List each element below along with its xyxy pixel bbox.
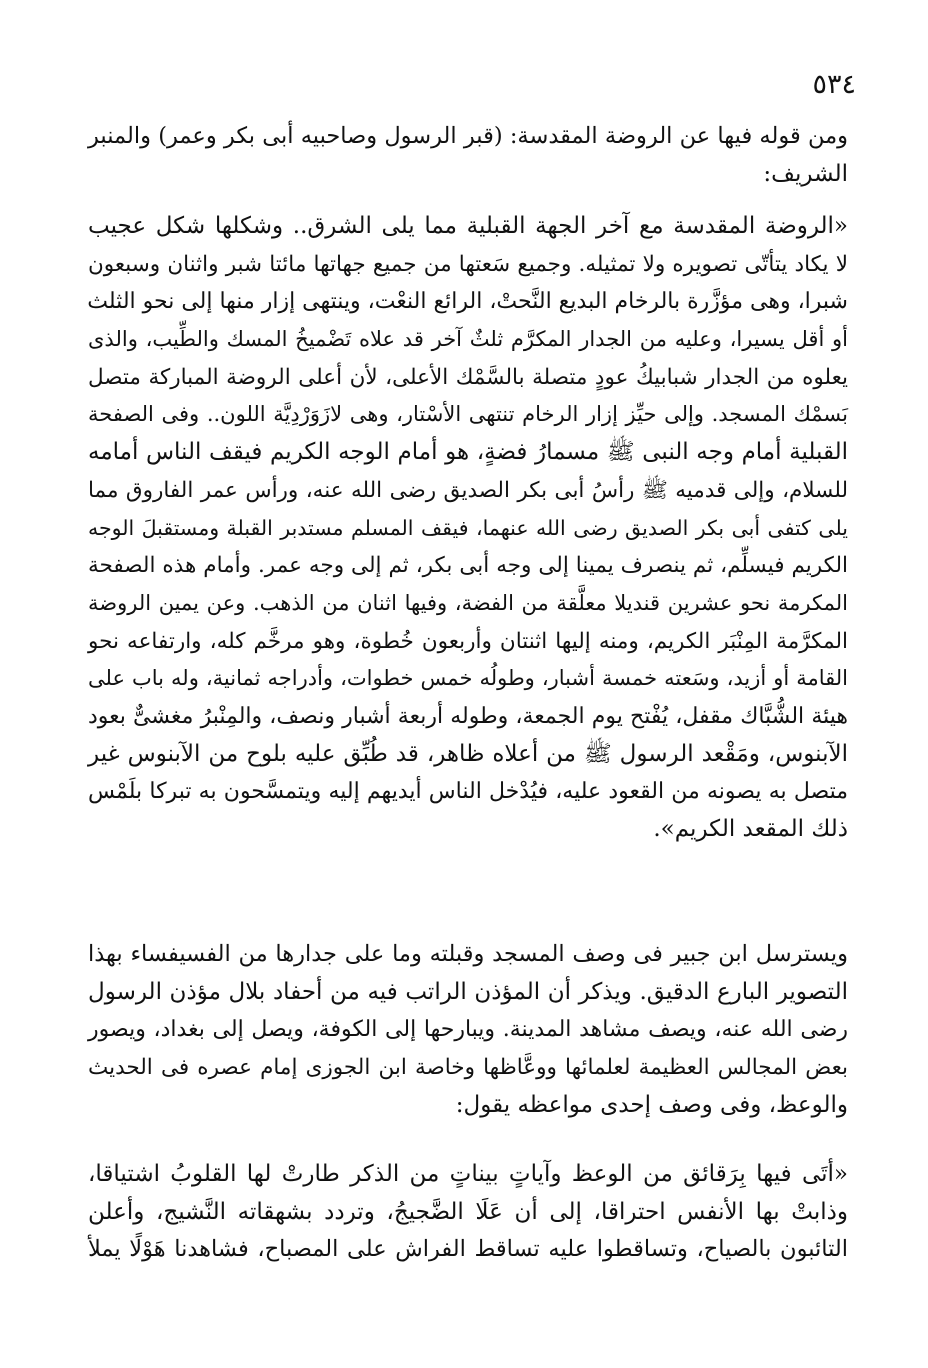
page-number: ٥٣٤ — [812, 69, 856, 100]
quote-rawda-description — [88, 208, 848, 849]
intro-paragraph — [88, 118, 848, 193]
text-line: يعلوه من الجدار شبابيكُ عودٍ متصلة بالسَّمْك الأعلى، لأن أعلى الروضة المباركة متصل — [88, 364, 848, 390]
text-line: القبلية أمام وجه النبى ﷺ مسمارُ فضةٍ، هو أمام الوجه الكريم فيقف الناس أمامه — [88, 439, 848, 466]
text-line: «أتَى فيها بِرَقائق من الوعظ وآياتٍ بيناتٍ من الذكر طارتْ لها القلوبُ اشتياقا، — [88, 1161, 848, 1187]
quote-sermon-description — [88, 1156, 848, 1269]
text-line: لا يكاد يتأتّى تصويره ولا تمثيله. وجميع سَعتها من جميع جهاتها مائتا شبر واثنان وسبعون — [88, 251, 848, 277]
text-line: التائبون بالصياح، وتساقطوا عليه تساقط الفراش على المصباح، فشاهدنا هَوْلًا يملأ — [88, 1236, 848, 1263]
text-line: شبرا، وهى مؤزَّرة بالرخام البديع النَّحتْ، الرائع النعْت، وينتهى إزار منها إلى نحو الثلث — [87, 289, 848, 315]
narrative-paragraph — [88, 936, 848, 1124]
text-line: يلى كتفى أبى بكر الصديق رضى الله عنهما، فيقف المسلم مستدبر القبلة ومستقبلَ الوجه — [88, 515, 848, 540]
text-line: للسلام، وإلى قدميه ﷺ رأسُ أبى بكر الصديق رضى الله عنه، ورأس عمر الفاروق مما — [88, 477, 848, 503]
text-line: ذلك المقعد الكريم». — [653, 816, 848, 842]
text-line: «الروضة المقدسة مع آخر الجهة القبلية مما يلى الشرق.. وشكلها شكل عجيب — [88, 213, 848, 239]
text-line: القامة أو أزيد، وسَعته خمسة أشبار، وطولُه خمس خطوات، وأدراجه ثمانية، وله باب على — [88, 666, 848, 691]
text-line: ويسترسل ابن جبير فى وصف المسجد وقبلته وما على جدارها من الفسيفساء بهذا — [88, 941, 848, 967]
text-line: الشريف: — [763, 160, 848, 187]
text-line: الآبنوس، ومَقْعد الرسول ﷺ من أعلاه ظاهر، قد طُبِّق عليه بلوح من الآبنوس غير — [88, 740, 848, 767]
text-line: التصوير البارع الدقيق. ويذكر أن المؤذن الراتب فيه من أحفاد بلال مؤذن الرسول — [88, 978, 848, 1005]
text-line: بَسمْك المسجد. وإلى حيِّز إزار الرخام تنتهى الأسْتار، وهى لازَوَرْدِيَّة اللون.. وفى الصفحة — [88, 402, 848, 427]
text-line: والوعظ، وفى وصف إحدى مواعظه يقول: — [455, 1091, 848, 1118]
text-line: هيئة الشُّبَّاك مقفل، يُفْتح يوم الجمعة، وطوله أربعة أشبار ونصف، والمِنْبرُ مغشىٌّ بعود — [88, 703, 848, 729]
text-line: المكرَّمة المِنْبَر الكريم، ومنه إليها اثنتان وأربعون خُطوة، وهو مرخَّم كله، وارتفاعه نحو — [88, 628, 848, 654]
text-line: وذابتْ بها الأنفس احتراقا، إلى أن عَلَا الضَّجيجُ، وتردد بشهقاته النَّشيج، وأعلن — [88, 1198, 848, 1225]
text-line: المكرمة نحو عشرين قنديلا معلَّقة من الفضة، وفيها اثنان من الذهب. وعن يمين الروضة — [88, 590, 848, 615]
text-line: الكريم فيسلِّم، ثم ينصرف يمينا إلى وجه أبى بكر، ثم إلى وجه عمر. وأمام هذه الصفحة — [88, 553, 848, 579]
text-line: بعض المجالس العظيمة لعلمائها ووعَّاظها وخاصة ابن الجوزى إمام عصره فى الحديث — [88, 1055, 848, 1081]
text-line: رضى الله عنه، ويصف مشاهد المدينة. ويبارحها إلى الكوفة، ويصل إلى بغداد، ويصور — [88, 1017, 848, 1043]
text-line: ومن قوله فيها عن الروضة المقدسة: (قبر الرسول وصاحبيه أبى بكر وعمر) والمنبر — [88, 123, 848, 149]
text-line: متصل به يصونه من القعود عليه، فيُدْخل الناس أيديهم إليه ويتمسَّحون به تبركا بلَمْس — [88, 779, 848, 805]
text-line: أو أقل يسيرا، وعليه من الجدار المكرَّم ثلثٌ آخر قد علاه تَضْميخُ المسك والطِّيب، والذى — [88, 327, 848, 352]
